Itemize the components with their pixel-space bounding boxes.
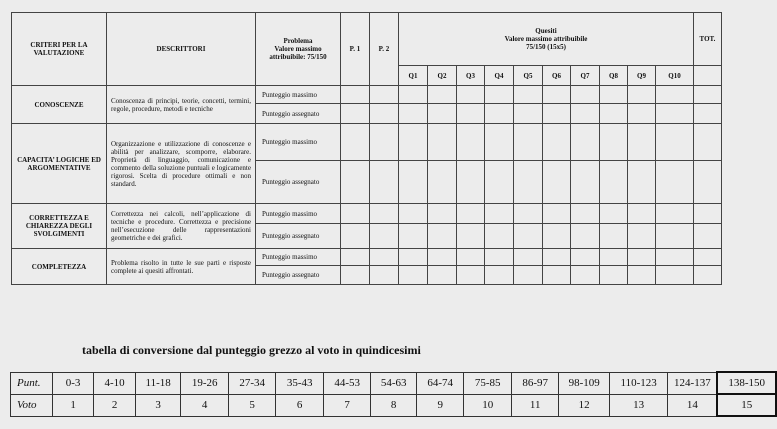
score-cell[interactable] bbox=[370, 161, 399, 204]
score-cell[interactable] bbox=[514, 204, 543, 224]
punteggio-assegnato-label: Punteggio assegnato bbox=[256, 224, 341, 249]
descrittori-text: Correttezza nei calcoli, nell’applicazione di tecniche e procedure. Correttezza e precisione nell’esecuzione delle rappresentazioni geometriche e dei grafici. bbox=[107, 204, 256, 249]
punteggio-assegnato-label: Punteggio assegnato bbox=[256, 104, 341, 124]
score-cell[interactable] bbox=[341, 104, 370, 124]
score-cell[interactable] bbox=[399, 266, 428, 285]
header-problema bbox=[256, 13, 341, 86]
descrittori-text: Organizzazione e utilizzazione di conoscenze e abilità per analizzare, scomporre, elaborare. Proprietà di linguaggio, comunicazione e commento della soluzione puntuali e logicamente rigorosi. Scelta di procedure ottimali e non standard. bbox=[107, 124, 256, 204]
score-cell[interactable] bbox=[428, 104, 457, 124]
header-q1: Q1 bbox=[399, 66, 428, 86]
punt-range: 98-109 bbox=[559, 372, 609, 394]
voto-value: 9 bbox=[416, 394, 464, 416]
score-cell[interactable] bbox=[600, 104, 628, 124]
header-quesiti bbox=[399, 13, 694, 66]
evaluation-grid bbox=[11, 12, 722, 285]
conversion-title: tabella di conversione dal punteggio grezzo al voto in quindicesimi bbox=[82, 343, 421, 357]
score-cell[interactable] bbox=[571, 86, 600, 104]
punt-range: 138-150 bbox=[717, 372, 776, 394]
score-cell[interactable] bbox=[457, 161, 485, 204]
score-cell[interactable] bbox=[694, 224, 722, 249]
score-cell[interactable] bbox=[457, 86, 485, 104]
punt-range: 124-137 bbox=[668, 372, 718, 394]
score-cell[interactable] bbox=[485, 124, 514, 161]
score-cell[interactable] bbox=[543, 266, 571, 285]
score-cell[interactable] bbox=[399, 204, 428, 224]
score-cell[interactable] bbox=[428, 249, 457, 266]
score-cell[interactable] bbox=[543, 161, 571, 204]
punt-label: Punt. bbox=[11, 372, 53, 394]
score-cell[interactable] bbox=[370, 224, 399, 249]
score-cell[interactable] bbox=[457, 249, 485, 266]
voto-value: 5 bbox=[228, 394, 276, 416]
voto-value: 3 bbox=[135, 394, 181, 416]
score-cell[interactable] bbox=[628, 86, 656, 104]
score-cell[interactable] bbox=[628, 249, 656, 266]
score-cell[interactable] bbox=[571, 161, 600, 204]
score-cell[interactable] bbox=[600, 161, 628, 204]
score-cell[interactable] bbox=[543, 124, 571, 161]
descrittori-text: Problema risolto in tutte le sue parti e risposte complete ai quesiti affrontati. bbox=[107, 249, 256, 285]
score-cell[interactable] bbox=[571, 266, 600, 285]
header-q3: Q3 bbox=[457, 66, 485, 86]
score-cell[interactable] bbox=[457, 104, 485, 124]
score-cell[interactable] bbox=[428, 86, 457, 104]
score-cell[interactable] bbox=[370, 204, 399, 224]
score-cell[interactable] bbox=[656, 124, 694, 161]
voto-label: Voto bbox=[11, 394, 53, 416]
score-cell[interactable] bbox=[399, 161, 428, 204]
score-cell[interactable] bbox=[656, 249, 694, 266]
score-cell[interactable] bbox=[485, 249, 514, 266]
voto-row bbox=[11, 394, 777, 416]
score-cell[interactable] bbox=[656, 224, 694, 249]
score-cell[interactable] bbox=[341, 124, 370, 161]
score-cell[interactable] bbox=[600, 204, 628, 224]
punt-range: 110-123 bbox=[609, 372, 667, 394]
score-cell[interactable] bbox=[543, 104, 571, 124]
punteggio-massimo-label: Punteggio massimo bbox=[256, 124, 341, 161]
quesiti-line-1: Quesiti bbox=[535, 27, 557, 35]
score-cell[interactable] bbox=[656, 204, 694, 224]
score-cell[interactable] bbox=[370, 124, 399, 161]
score-cell[interactable] bbox=[571, 204, 600, 224]
voto-value: 14 bbox=[668, 394, 718, 416]
score-cell[interactable] bbox=[485, 104, 514, 124]
score-cell[interactable] bbox=[370, 249, 399, 266]
score-cell[interactable] bbox=[600, 86, 628, 104]
punt-range: 44-53 bbox=[323, 372, 371, 394]
score-cell[interactable] bbox=[399, 224, 428, 249]
conversion-table bbox=[10, 371, 777, 417]
score-cell[interactable] bbox=[341, 266, 370, 285]
header-criteri: CRITERI PER LA VALUTAZIONE bbox=[12, 13, 107, 86]
punt-range: 86-97 bbox=[511, 372, 559, 394]
problema-line-2: Valore massimo bbox=[274, 45, 322, 53]
score-cell[interactable] bbox=[485, 266, 514, 285]
punt-row bbox=[11, 372, 777, 394]
voto-value: 7 bbox=[323, 394, 371, 416]
score-cell[interactable] bbox=[514, 104, 543, 124]
score-cell[interactable] bbox=[543, 224, 571, 249]
score-cell[interactable] bbox=[628, 224, 656, 249]
header-q5: Q5 bbox=[514, 66, 543, 86]
score-cell[interactable] bbox=[428, 224, 457, 249]
voto-value: 15 bbox=[717, 394, 776, 416]
score-cell[interactable] bbox=[571, 124, 600, 161]
score-cell[interactable] bbox=[628, 204, 656, 224]
header-q10: Q10 bbox=[656, 66, 694, 86]
score-cell[interactable] bbox=[485, 161, 514, 204]
criterio-label: CONOSCENZE bbox=[12, 86, 107, 124]
header-q9: Q9 bbox=[628, 66, 656, 86]
punt-range: 35-43 bbox=[276, 372, 324, 394]
score-cell[interactable] bbox=[428, 266, 457, 285]
score-cell[interactable] bbox=[399, 104, 428, 124]
punt-range: 4-10 bbox=[94, 372, 136, 394]
score-cell[interactable] bbox=[457, 204, 485, 224]
quesiti-line-2: Valore massimo attribuibile bbox=[504, 35, 588, 43]
punteggio-massimo-label: Punteggio massimo bbox=[256, 86, 341, 104]
score-cell[interactable] bbox=[399, 249, 428, 266]
score-cell[interactable] bbox=[543, 86, 571, 104]
score-cell[interactable] bbox=[628, 104, 656, 124]
score-cell[interactable] bbox=[571, 104, 600, 124]
score-cell[interactable] bbox=[656, 86, 694, 104]
voto-value: 10 bbox=[464, 394, 512, 416]
score-cell[interactable] bbox=[514, 249, 543, 266]
header-q8: Q8 bbox=[600, 66, 628, 86]
score-cell[interactable] bbox=[571, 249, 600, 266]
voto-value: 6 bbox=[276, 394, 324, 416]
voto-value: 2 bbox=[94, 394, 136, 416]
score-cell[interactable] bbox=[341, 249, 370, 266]
punteggio-massimo-label: Punteggio massimo bbox=[256, 204, 341, 224]
voto-value: 1 bbox=[52, 394, 94, 416]
descrittori-text: Conoscenza di principi, teorie, concetti, termini, regole, procedure, metodi e tecniche bbox=[107, 86, 256, 124]
score-cell[interactable] bbox=[341, 86, 370, 104]
score-cell[interactable] bbox=[694, 124, 722, 161]
punteggio-assegnato-label: Punteggio assegnato bbox=[256, 161, 341, 204]
header-tot: TOT. bbox=[694, 13, 722, 66]
score-cell[interactable] bbox=[694, 266, 722, 285]
punt-range: 0-3 bbox=[52, 372, 94, 394]
voto-value: 8 bbox=[371, 394, 417, 416]
score-cell[interactable] bbox=[514, 124, 543, 161]
score-cell[interactable] bbox=[514, 161, 543, 204]
tot-empty-cell bbox=[694, 66, 722, 86]
score-cell[interactable] bbox=[457, 124, 485, 161]
score-cell[interactable] bbox=[485, 86, 514, 104]
score-cell[interactable] bbox=[514, 266, 543, 285]
score-cell[interactable] bbox=[694, 86, 722, 104]
punt-range: 75-85 bbox=[464, 372, 512, 394]
criterio-label: CORRETTEZZA E CHIAREZZA DEGLI SVOLGIMENTI bbox=[12, 204, 107, 249]
score-cell[interactable] bbox=[428, 161, 457, 204]
score-cell[interactable] bbox=[543, 204, 571, 224]
score-cell[interactable] bbox=[485, 204, 514, 224]
score-cell[interactable] bbox=[457, 224, 485, 249]
header-q6: Q6 bbox=[543, 66, 571, 86]
score-cell[interactable] bbox=[370, 266, 399, 285]
score-cell[interactable] bbox=[399, 86, 428, 104]
score-cell[interactable] bbox=[628, 124, 656, 161]
punt-range: 54-63 bbox=[371, 372, 417, 394]
score-cell[interactable] bbox=[370, 86, 399, 104]
criterio-label: CAPACITA’ LOGICHE ED ARGOMENTATIVE bbox=[12, 124, 107, 204]
score-cell[interactable] bbox=[514, 224, 543, 249]
criterio-label: COMPLETEZZA bbox=[12, 249, 107, 285]
voto-value: 4 bbox=[181, 394, 229, 416]
punteggio-assegnato-label: Punteggio assegnato bbox=[256, 266, 341, 285]
score-cell[interactable] bbox=[341, 224, 370, 249]
score-cell[interactable] bbox=[485, 224, 514, 249]
score-cell[interactable] bbox=[656, 104, 694, 124]
score-cell[interactable] bbox=[694, 161, 722, 204]
score-cell[interactable] bbox=[656, 161, 694, 204]
voto-value: 12 bbox=[559, 394, 609, 416]
score-cell[interactable] bbox=[694, 249, 722, 266]
score-cell[interactable] bbox=[656, 266, 694, 285]
score-cell[interactable] bbox=[600, 124, 628, 161]
voto-value: 11 bbox=[511, 394, 559, 416]
punt-range: 19-26 bbox=[181, 372, 229, 394]
score-cell[interactable] bbox=[457, 266, 485, 285]
score-cell[interactable] bbox=[571, 224, 600, 249]
header-p2: P. 2 bbox=[370, 13, 399, 86]
score-cell[interactable] bbox=[428, 124, 457, 161]
score-cell[interactable] bbox=[628, 266, 656, 285]
punteggio-massimo-label: Punteggio massimo bbox=[256, 249, 341, 266]
score-cell[interactable] bbox=[600, 224, 628, 249]
score-cell[interactable] bbox=[543, 249, 571, 266]
score-cell[interactable] bbox=[514, 86, 543, 104]
header-q7: Q7 bbox=[571, 66, 600, 86]
punt-range: 64-74 bbox=[416, 372, 464, 394]
score-cell[interactable] bbox=[428, 204, 457, 224]
score-cell[interactable] bbox=[600, 249, 628, 266]
score-cell[interactable] bbox=[341, 204, 370, 224]
score-cell[interactable] bbox=[694, 104, 722, 124]
punt-range: 27-34 bbox=[228, 372, 276, 394]
voto-value: 13 bbox=[609, 394, 667, 416]
score-cell[interactable] bbox=[341, 161, 370, 204]
header-descrittori: DESCRITTORI bbox=[107, 13, 256, 86]
punt-range: 11-18 bbox=[135, 372, 181, 394]
score-cell[interactable] bbox=[694, 204, 722, 224]
score-cell[interactable] bbox=[370, 104, 399, 124]
score-cell[interactable] bbox=[399, 124, 428, 161]
header-q2: Q2 bbox=[428, 66, 457, 86]
header-q4: Q4 bbox=[485, 66, 514, 86]
score-cell[interactable] bbox=[628, 161, 656, 204]
score-cell[interactable] bbox=[600, 266, 628, 285]
quesiti-line-3: 75/150 (15x5) bbox=[526, 43, 566, 51]
problema-line-1: Problema bbox=[283, 37, 313, 45]
header-p1: P. 1 bbox=[341, 13, 370, 86]
problema-line-3: attribuibile: 75/150 bbox=[269, 53, 327, 61]
